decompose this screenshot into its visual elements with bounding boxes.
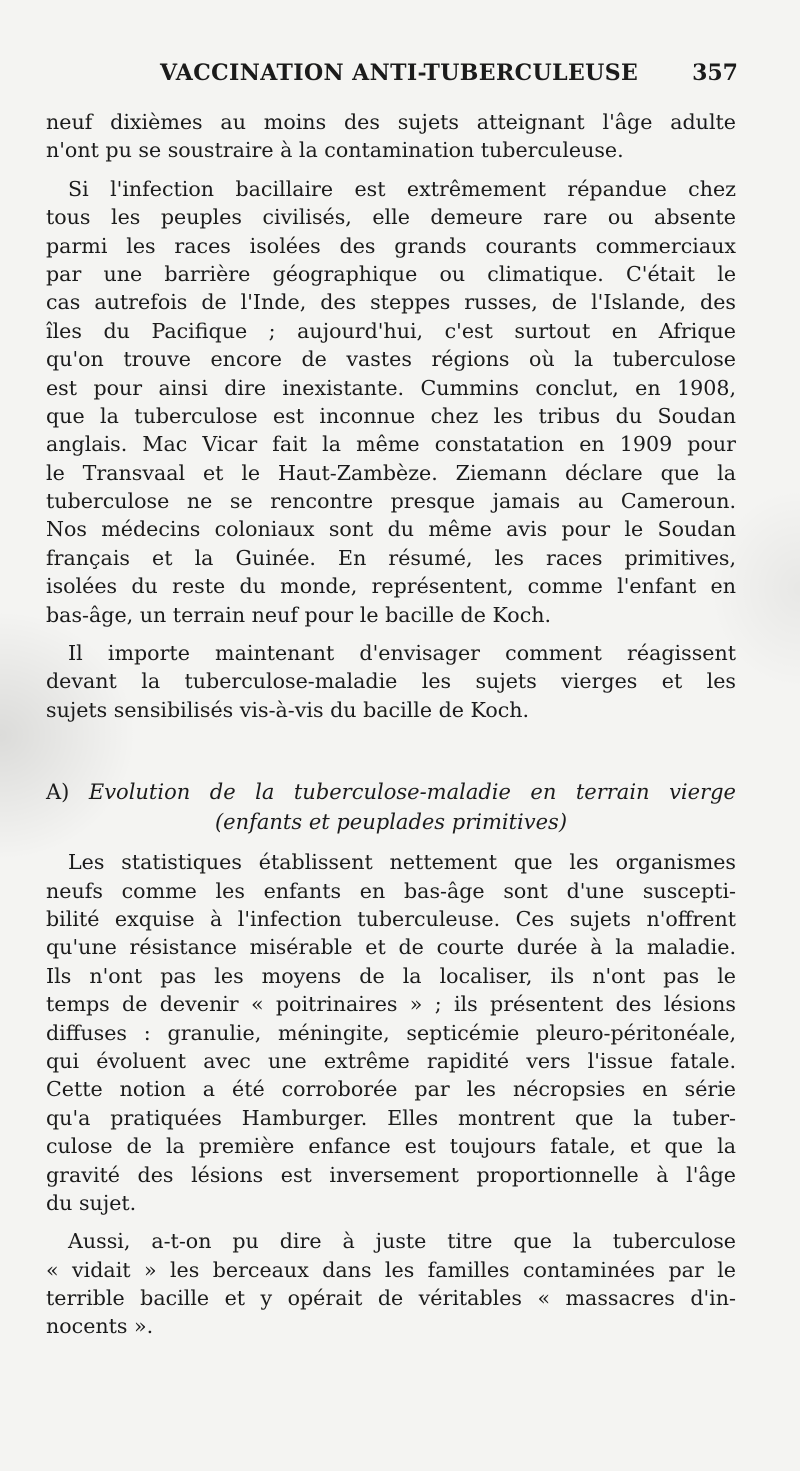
text-line: « vidait » les berceaux dans les familles contaminées par le	[46, 1257, 736, 1282]
text-line: diffuses : granulie, méningite, septicémie pleuro-péritonéale,	[46, 1020, 736, 1045]
text-line: que la tuberculose est inconnue chez les tribus du Soudan	[46, 403, 736, 428]
text-line: neufs comme les enfants en bas-âge sont d'une suscepti-	[46, 878, 736, 903]
text-line: qui évoluent avec une extrême rapidité vers l'issue fatale.	[46, 1048, 736, 1073]
text-line: bas-âge, un terrain neuf pour le bacille de Koch.	[46, 602, 552, 627]
text-line: cas autrefois de l'Inde, des steppes russes, de l'Islande, des	[46, 290, 736, 315]
section-subtitle: (enfants et peuplades primitives)	[214, 810, 568, 835]
text-line: îles du Pacifique ; aujourd'hui, c'est surtout en Afrique	[46, 318, 736, 343]
text-line: du sujet.	[46, 1190, 137, 1215]
section-heading-line	[46, 778, 736, 808]
text-line: sujets sensibilisés vis-à-vis du bacille de Koch.	[46, 697, 530, 722]
text-line: Cette notion a été corroborée par les nécropsies en série	[46, 1077, 736, 1102]
text-line: temps de devenir « poitrinaires » ; ils présentent des lésions	[46, 992, 736, 1017]
running-head	[150, 60, 740, 94]
text-line: Aussi, a-t-on pu dire à juste titre que la tuberculose	[68, 1229, 736, 1254]
text-line: Il importe maintenant d'envisager comment réagissent	[68, 641, 736, 666]
text-line: anglais. Mac Vicar fait la même constatation en 1909 pour	[46, 432, 736, 457]
text-line: Si l'infection bacillaire est extrêmement répandue chez	[68, 176, 736, 201]
text-line: qu'une résistance misérable et de courte durée à la maladie.	[46, 935, 736, 960]
text-line: culose de la première enfance est toujours fatale, et que la	[46, 1134, 736, 1159]
text-line: neuf dixièmes au moins des sujets atteignant l'âge adulte	[46, 110, 736, 134]
text-line: devant la tuberculose-maladie les sujets vierges et les	[46, 669, 736, 694]
text-line: par une barrière géographique ou climatique. C'était le	[46, 261, 736, 286]
text-line: le Transvaal et le Haut-Zambèze. Ziemann déclare que la	[46, 460, 736, 485]
text-line: français et la Guinée. En résumé, les races primitives,	[46, 545, 736, 570]
text-line: tuberculose ne se rencontre presque jamais au Cameroun.	[46, 489, 736, 514]
section-title: Evolution de la tuberculose-maladie en terrain vierge	[88, 780, 736, 805]
text-line: isolées du reste du monde, représentent, comme l'enfant en	[46, 574, 736, 599]
text-line: n'ont pu se soustraire à la contamination tuberculeuse.	[46, 138, 624, 163]
text-line: qu'on trouve encore de vastes régions où la tuberculose	[46, 347, 736, 372]
page-number: 357	[692, 60, 738, 86]
body-text	[46, 108, 736, 1341]
running-title: VACCINATION ANTI-TUBERCULEUSE	[160, 60, 639, 86]
paragraph	[46, 639, 736, 724]
section-letter: A)	[46, 780, 70, 805]
text-line: terrible bacille et y opérait de véritables « massacres d'in-	[46, 1286, 736, 1311]
paragraph	[46, 175, 736, 629]
text-line: nocents ».	[46, 1314, 154, 1339]
text-line: gravité des lésions est inversement proportionnelle à l'âge	[46, 1162, 736, 1187]
text-line: Nos médecins coloniaux sont du même avis pour le Soudan	[46, 517, 736, 542]
paragraph	[46, 108, 736, 165]
paragraph	[46, 848, 736, 1217]
text-line: tous les peuples civilisés, elle demeure rare ou absente	[46, 205, 736, 230]
text-line: bilité exquise à l'infection tuberculeuse. Ces sujets n'offrent	[46, 906, 736, 931]
text-line: Les statistiques établissent nettement que les organismes	[68, 850, 736, 875]
section-heading	[46, 778, 736, 838]
text-line: Ils n'ont pas les moyens de la localiser, ils n'ont pas le	[46, 963, 736, 988]
paragraph	[46, 1227, 736, 1341]
text-line: est pour ainsi dire inexistante. Cummins conclut, en 1908,	[46, 375, 736, 400]
text-line: qu'a pratiquées Hamburger. Elles montrent que la tuber-	[46, 1105, 736, 1130]
text-line: parmi les races isolées des grands courants commerciaux	[46, 233, 736, 258]
